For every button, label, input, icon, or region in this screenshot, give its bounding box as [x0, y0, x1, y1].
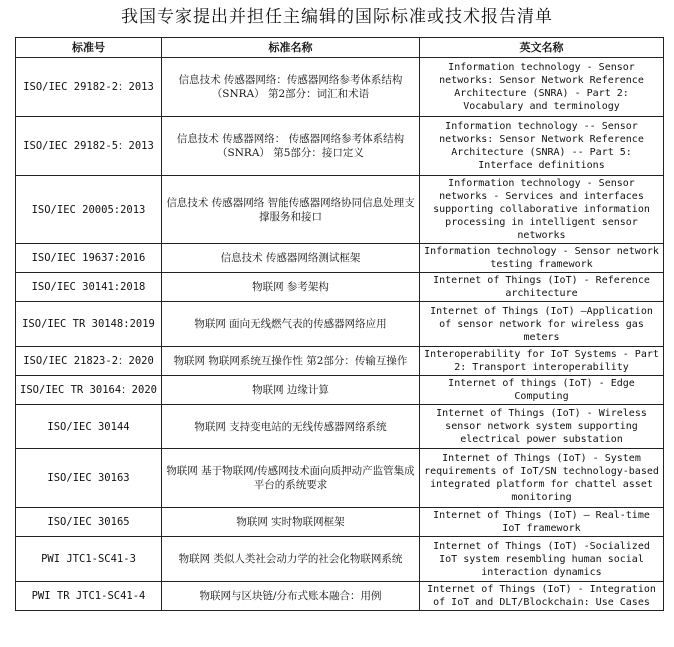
standard-number-cell: ISO/IEC 30163 [16, 449, 162, 508]
standard-number-cell: ISO/IEC 30165 [16, 508, 162, 537]
table-row [16, 244, 664, 273]
table-row [16, 176, 664, 244]
standard-name-cell: 物联网 基于物联网/传感网技术面向质押动产监管集成平台的系统要求 [162, 449, 420, 508]
table-row [16, 117, 664, 176]
table-row [16, 537, 664, 582]
standard-name-cell: 物联网 边缘计算 [162, 376, 420, 405]
english-name-cell: Internet of Things (IoT) - Wireless sensor network system supporting electrical power substation [420, 405, 664, 449]
english-name-cell: Information technology -- Sensor networks: Sensor Network Reference Architecture (SNRA) -- Part 5: Interface definitions [420, 117, 664, 176]
standard-name-cell: 物联网与区块链/分布式账本融合：用例 [162, 582, 420, 611]
english-name-cell: Internet of Things (IoT) -Socialized IoT system resembling human social interaction dynamics [420, 537, 664, 582]
standard-number-cell: ISO/IEC 20005:2013 [16, 176, 162, 244]
english-name-cell: Internet of Things (IoT) — Real-time IoT framework [420, 508, 664, 537]
header-standard-name: 标准名称 [162, 38, 420, 58]
standard-number-cell: ISO/IEC 30144 [16, 405, 162, 449]
standard-number-cell: ISO/IEC 29182-5：2013 [16, 117, 162, 176]
standard-name-cell: 信息技术 传感器网络：传感器网络参考体系结构（SNRA） 第2部分：词汇和术语 [162, 58, 420, 117]
standard-name-cell: 物联网 实时物联网框架 [162, 508, 420, 537]
table-header-row [16, 38, 664, 58]
standard-name-cell: 物联网 类似人类社会动力学的社会化物联网系统 [162, 537, 420, 582]
table-row [16, 347, 664, 376]
table-row [16, 273, 664, 302]
standard-name-cell: 信息技术 传感器网络测试框架 [162, 244, 420, 273]
standard-number-cell: ISO/IEC 21823-2：2020 [16, 347, 162, 376]
english-name-cell: Information technology - Sensor networks: Sensor Network Reference Architecture (SNRA) - Part 2: Vocabulary and terminology [420, 58, 664, 117]
table-row [16, 58, 664, 117]
english-name-cell: Internet of Things (IoT) - Reference architecture [420, 273, 664, 302]
header-english-name: 英文名称 [420, 38, 664, 58]
table-row [16, 508, 664, 537]
standard-number-cell: PWI JTC1-SC41-3 [16, 537, 162, 582]
standard-number-cell: ISO/IEC 29182-2：2013 [16, 58, 162, 117]
english-name-cell: Interoperability for IoT Systems - Part 2: Transport interoperability [420, 347, 664, 376]
table-row [16, 376, 664, 405]
english-name-cell: Internet of Things (IoT) - Integration of IoT and DLT/Blockchain: Use Cases [420, 582, 664, 611]
standard-name-cell: 物联网 支持变电站的无线传感器网络系统 [162, 405, 420, 449]
english-name-cell: Information technology - Sensor networks - Services and interfaces supporting collaborative information processing in intelligent sensor networks [420, 176, 664, 244]
standard-name-cell: 物联网 物联网系统互操作性 第2部分：传输互操作 [162, 347, 420, 376]
english-name-cell: Internet of Things (IoT) —Application of sensor network for wireless gas meters [420, 302, 664, 347]
standards-table [15, 37, 664, 611]
standard-number-cell: ISO/IEC 19637:2016 [16, 244, 162, 273]
standard-name-cell: 物联网 面向无线燃气表的传感器网络应用 [162, 302, 420, 347]
standard-number-cell: ISO/IEC 30141:2018 [16, 273, 162, 302]
standard-number-cell: ISO/IEC TR 30164：2020 [16, 376, 162, 405]
standard-number-cell: PWI TR JTC1-SC41-4 [16, 582, 162, 611]
standard-name-cell: 物联网 参考架构 [162, 273, 420, 302]
english-name-cell: Information technology - Sensor network testing framework [420, 244, 664, 273]
english-name-cell: Internet of Things (IoT) - System requirements of IoT/SN technology-based integrated platform for chattel asset monitoring [420, 449, 664, 508]
table-row [16, 302, 664, 347]
english-name-cell: Internet of things (IoT) - Edge Computing [420, 376, 664, 405]
standard-name-cell: 信息技术 传感器网络： 传感器网络参考体系结构（SNRA） 第5部分：接口定义 [162, 117, 420, 176]
table-row [16, 449, 664, 508]
table-row [16, 405, 664, 449]
table-row [16, 582, 664, 611]
standard-number-cell: ISO/IEC TR 30148:2019 [16, 302, 162, 347]
page-title: 我国专家提出并担任主编辑的国际标准或技术报告清单 [121, 7, 553, 27]
header-standard-number: 标准号 [16, 38, 162, 58]
standard-name-cell: 信息技术 传感器网络 智能传感器网络协同信息处理支撑服务和接口 [162, 176, 420, 244]
